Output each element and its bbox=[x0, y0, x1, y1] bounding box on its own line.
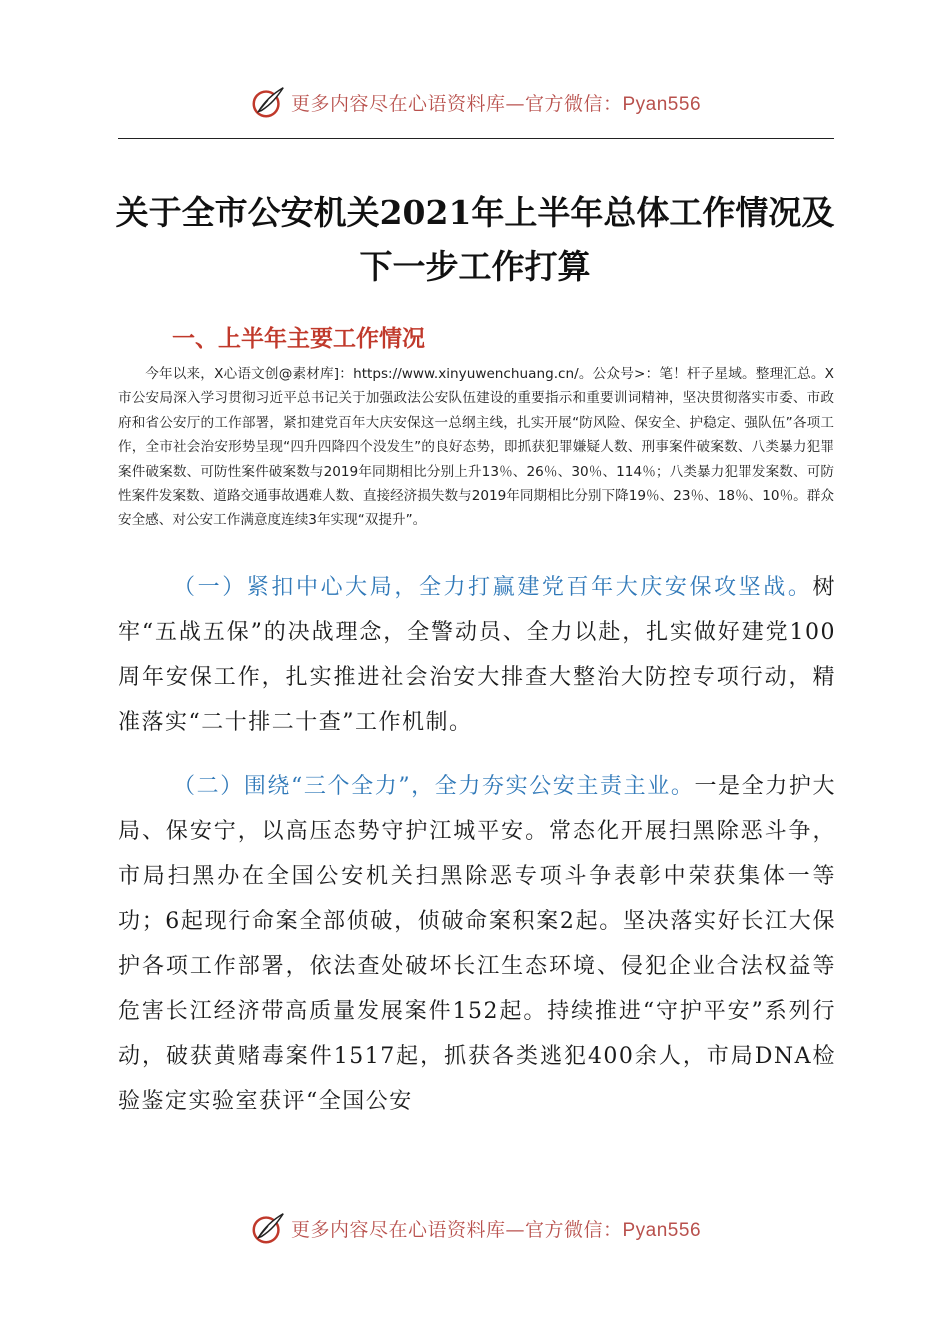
paragraph-2-heading: （二）围绕“三个全力”，全力夯实公安主责主业。 bbox=[173, 774, 695, 799]
intro-paragraph: 今年以来，X心语文创@素材库]：https://www.xinyuwenchuang.cn/。公众号>：笔！杆子星域。整理汇总。X市公安局深入学习贯彻习近平总书记关于加强政法公安队伍建设的重要指示和重要训词精神，坚决贯彻落实市委、市政府和省公安厅的工作部署，紧扣建党百年大庆安保这一总纲主线，扎实开展“防风险、保安全、护稳定、强队伍”各项工作，全市社会治安形势呈现“四升四降四个没发生”的良好态势，即抓获犯罪嫌疑人数、刑事案件破案数、八类暴力犯罪案件破案数、可防性案件破案数与2019年同期相比分别上升13％、26％、30％、114％；八类暴力犯罪发案数、可防性案件发案数、道路交通事故遇难人数、直接经济损失数与2019年同期相比分别下降19％、23％、18％、10％。群众安全感、对公安工作满意度连续3年实现“双提升”。 bbox=[118, 366, 834, 529]
paragraph-2 bbox=[118, 764, 836, 1124]
footer-banner bbox=[0, 1206, 950, 1250]
paragraph-1-heading: （一）紧扣中心大局，全力打赢建党百年大庆安保攻坚战。 bbox=[173, 575, 813, 600]
paragraph-1-body: 树牢“五战五保”的决战理念，全警动员、全力以赴，扎实做好建党100周年安保工作，扎实推进社会治安大排查大整治大防控专项行动，精准落实“二十排二十查”工作机制。 bbox=[118, 575, 836, 735]
paragraph-2-body: 一是全力护大局、保安宁，以高压态势守护江城平安。常态化开展扫黑除恶斗争，市局扫黑办在全国公安机关扫黑除恶专项斗争表彰中荣获集体一等功；6起现行命案全部侦破，侦破命案积案2起。坚决落实好长江大保护各项工作部署，依法查处破坏长江生态环境、侵犯企业合法权益等危害长江经济带高质量发展案件152起。持续推进“守护平安”系列行动，破获黄赌毒案件1517起，抓获各类逃犯400余人，市局DNA检验鉴定实验室获评“全国公安 bbox=[118, 774, 836, 1114]
quill-logo-icon bbox=[249, 1209, 287, 1247]
banner-text: 更多内容尽在心语资料库—官方微信：Pyan556 bbox=[290, 1218, 702, 1241]
wechat-id: Pyan556 bbox=[622, 93, 702, 115]
quill-logo-icon bbox=[249, 83, 287, 121]
banner-text: 更多内容尽在心语资料库—官方微信：Pyan556 bbox=[290, 92, 702, 115]
section-heading: 一、上半年主要工作情况 bbox=[172, 326, 425, 352]
header-banner bbox=[0, 80, 950, 124]
document-title: 关于全市公安机关2021年上半年总体工作情况及下一步工作打算 bbox=[115, 193, 835, 286]
header-divider bbox=[118, 138, 834, 139]
paragraph-1 bbox=[118, 565, 836, 745]
wechat-id: Pyan556 bbox=[622, 1219, 702, 1241]
